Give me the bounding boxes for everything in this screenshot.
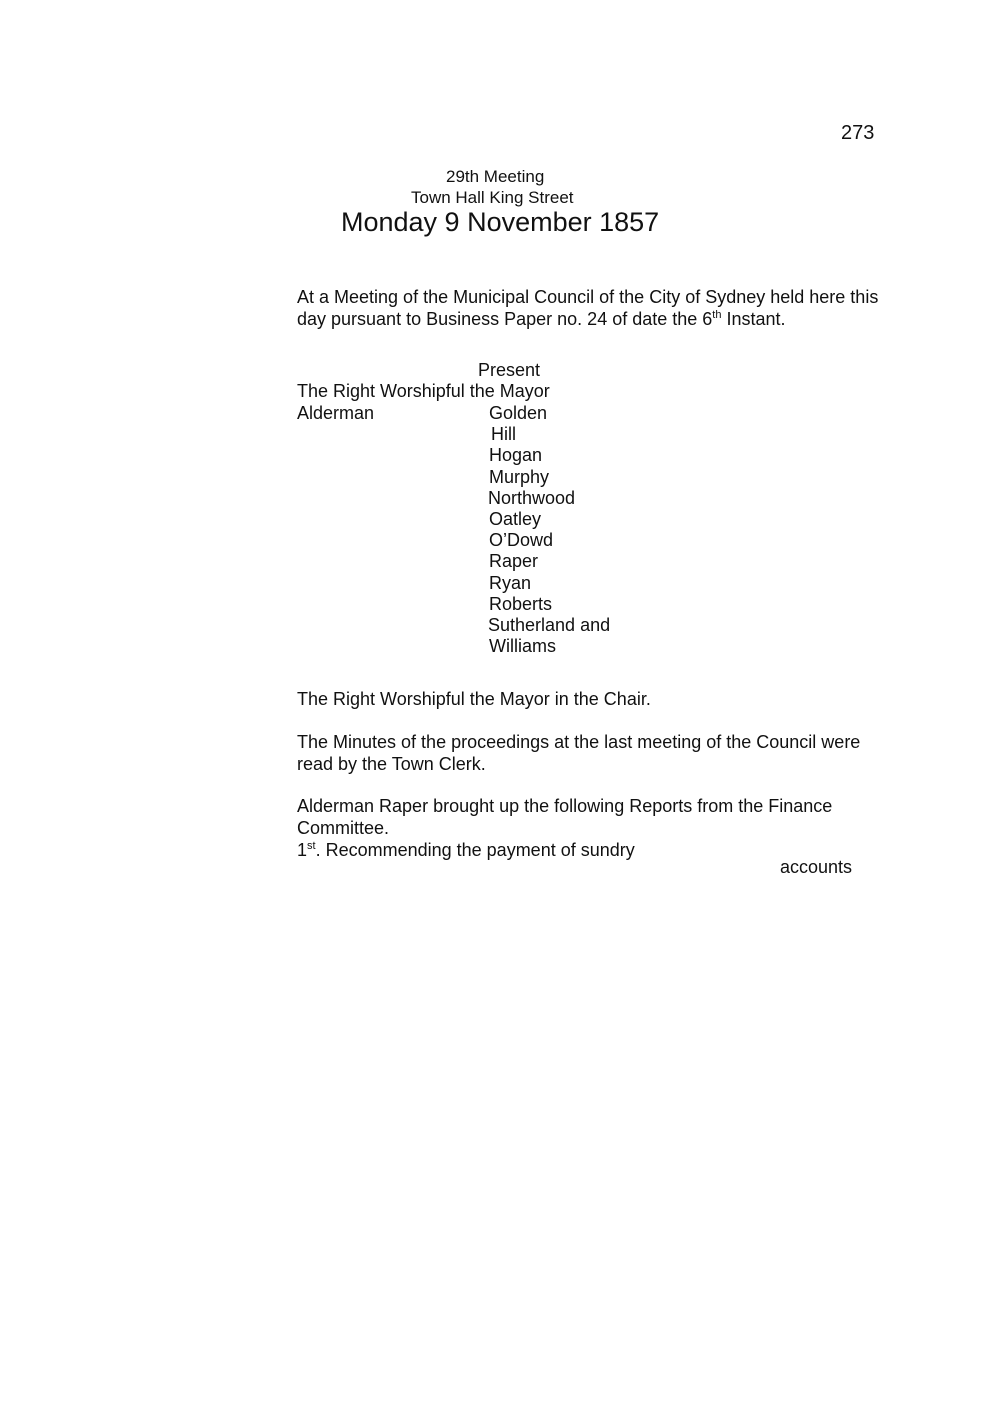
alderman-name: Oatley [489,509,542,530]
alderman-label: Alderman [297,403,375,423]
opening-line-2 [297,308,907,330]
alderman-name: Ryan [489,572,532,593]
alderman-name: Roberts [489,593,553,614]
opening-paragraph [297,286,907,330]
reports-line-2: Committee. [297,818,390,838]
alderman-name: Hogan [489,445,543,466]
minutes-paragraph [297,731,907,775]
catchword: accounts [780,857,853,877]
opening-line-2-end: Instant. [721,309,786,329]
ordinal-suffix: th [712,309,722,321]
reports-line-1: Alderman Raper brought up the following Reports from the Finance [297,796,833,816]
alderman-name: Northwood [488,487,576,508]
ordinal-suffix: st [307,840,316,852]
aldermen-list [489,403,610,657]
present-heading: Present [478,360,541,380]
alderman-name: Sutherland and [488,615,611,636]
chair-paragraph [297,688,907,710]
alderman-name: Raper [489,551,539,572]
minutes-line-1: The Minutes of the proceedings at the last meeting of the Council were [297,732,861,752]
meeting-number: 29th Meeting [446,167,545,186]
mayor-line: The Right Worshipful the Mayor [297,381,550,401]
ordinal-number: 1 [297,840,308,860]
recommendation-text: . Recommending the payment of sundry [315,840,635,860]
minutes-line-2: read by the Town Clerk. [297,754,486,774]
chair-line: The Right Worshipful the Mayor in the Chair. [297,689,651,709]
alderman-name: Murphy [489,466,550,487]
opening-line-2-text: day pursuant to Business Paper no. 24 of date the 6 [297,309,713,329]
alderman-name: Golden [489,403,548,423]
page-number: 273 [841,122,875,144]
reports-paragraph [297,795,907,861]
alderman-name: Williams [489,636,556,657]
meeting-date: Monday 9 November 1857 [341,207,660,237]
alderman-name: O’Dowd [489,530,554,551]
opening-line-1: At a Meeting of the Municipal Council of the City of Sydney held here this [297,287,879,307]
alderman-name: Hill [491,424,516,445]
meeting-venue: Town Hall King Street [411,188,574,207]
